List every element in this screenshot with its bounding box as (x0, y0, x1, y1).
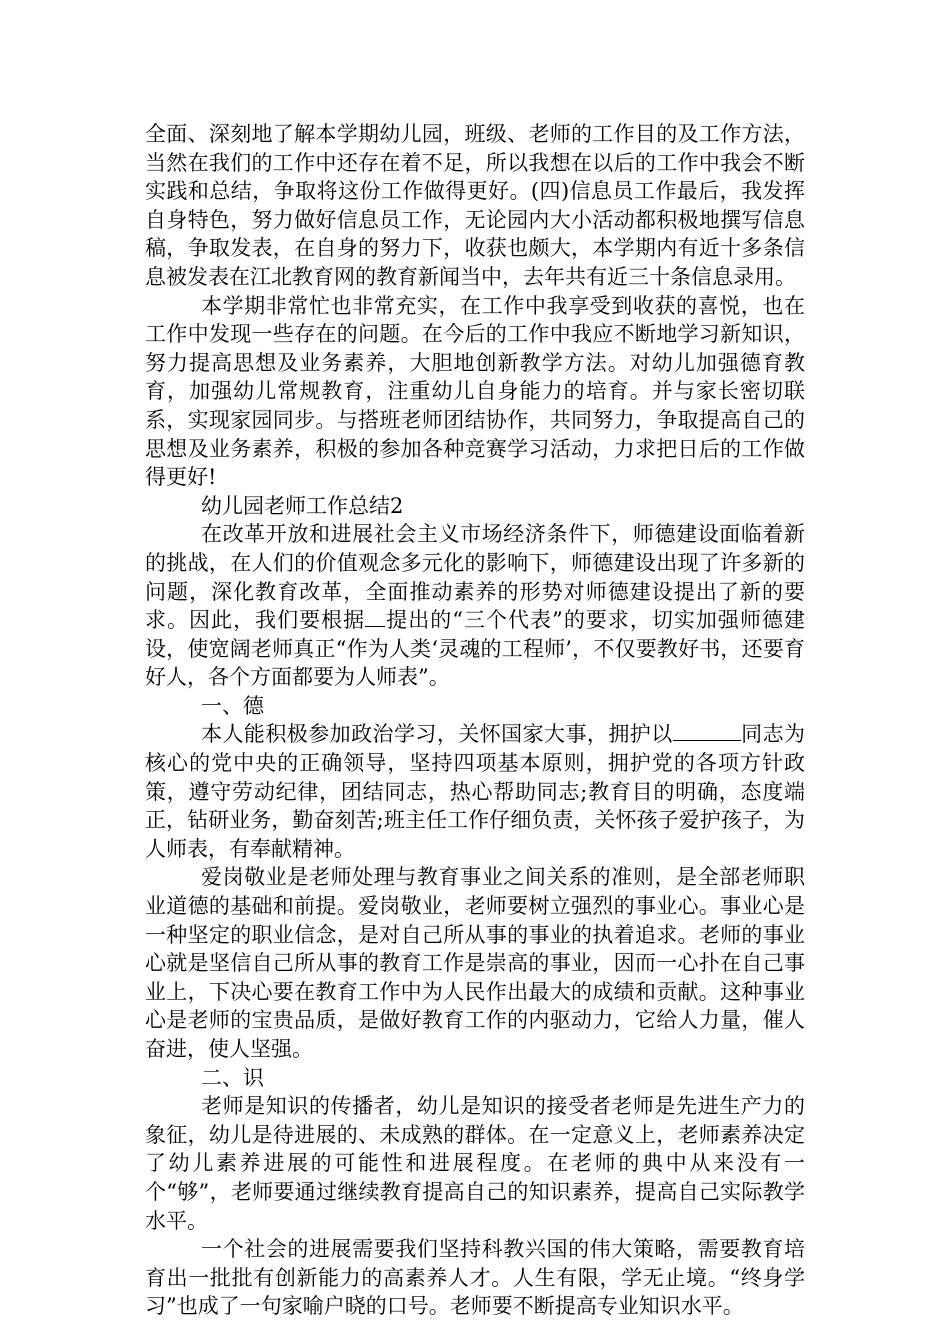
paragraph-ethics-construction-part2: 提出的“三个代表”的要求，切实加强师德建设，使宽阔老师真正“作为人类‘灵魂的工程师’，不仅要教好书，还要育好人，各个方面都要为人师表”。 (145, 608, 805, 690)
paragraph-political-study-part2: 同志为核心的党中央的正确领导，坚持四项基本原则，拥护党的各项方针政策，遵守劳动纪律，团结同志，热心帮助同志;教育目的明确，态度端正，钻研业务，勤奋刻苦;班主任工作仔细负责，关怀孩子爱护孩子，为人师表，有奉献精神。 (145, 722, 806, 861)
paragraph-info-officer: 全面、深刻地了解本学期幼儿园，班级、老师的工作目的及工作方法，当然在我们的工作中还存在着不足，所以我想在以后的工作中我会不断实践和总结，争取将这份工作做得更好。(四)信息员工作最后，我发挥自身特色，努力做好信息员工作，无论园内大小活动都积极地撰写信息稿，争取发表，在自身的努力下，收获也颇大，本学期内有近十多条信息被发表在江北教育网的教育新闻当中，去年共有近三十条信息录用。 (145, 122, 805, 289)
paragraph-political-study-part1: 本人能积极参加政治学习，关怀国家大事，拥护以 (201, 722, 673, 747)
paragraph-semester-reflection: 本学期非常忙也非常充实，在工作中我享受到收获的喜悦，也在工作中发现一些存在的问题。在今后的工作中我应不断地学习新知识，努力提高思想及业务素养，大胆地创新教学方法。对幼儿加强德育教育，加强幼儿常规教育，注重幼儿自身能力的培育。并与家长密切联系，实现家园同步。与搭班老师团结协作，共同努力，争取提高自己的思想及业务素养，积极的参加各种竞赛学习活动，力求把日后的工作做得更好! (145, 293, 805, 490)
paragraph-ethics-construction (145, 520, 805, 692)
blank-underline (365, 608, 385, 627)
paragraph-knowledge-transmitter: 老师是知识的传播者，幼儿是知识的接受者老师是先进生产力的象征，幼儿是待进展的、未成熟的群体。在一定意义上，老师素养决定了幼儿素养进展的可能性和进展程度。在老师的典中从来没有一个“够”，老师要通过继续教育提高自己的知识素养，提高自己实际教学水平。 (145, 1094, 805, 1233)
document-body (145, 120, 805, 1321)
paragraph-political-study (145, 720, 805, 863)
section-heading-virtue: 一、德 (201, 693, 264, 718)
paragraph-dedication: 爱岗敬业是老师处理与教育事业之间关系的准则，是全部老师职业道德的基础和前提。爱岗敬业，老师要树立强烈的事业心。事业心是一种坚定的职业信念，是对自己所从事的事业的执着追求。老师的事业心就是坚信自己所从事的教育工作是崇高的事业，因而一心扑在自己事业上，下决心要在教育工作中为人民作出最大的成绩和贡献。这种事业心是老师的宝贵品质，是做好教育工作的内驱动力，它给人力量，催人奋进，使人坚强。 (145, 865, 805, 1061)
paragraph-lifelong-learning: 一个社会的进展需要我们坚持科教兴国的伟大策略，需要教育培育出一批批有创新能力的高素养人才。人生有限，学无止境。“终身学习”也成了一句家喻户晓的口号。老师要不断提高专业知识水平。 (145, 1237, 805, 1319)
section-heading-knowledge: 二、识 (201, 1065, 264, 1090)
blank-underline (673, 722, 741, 741)
paragraph-ethics-construction-part1: 在改革开放和进展社会主义市场经济条件下，师德建设面临着新的挑战，在人们的价值观念多元化的影响下，师德建设出现了许多新的问题，深化教育改革，全面推动素养的形势对师德建设提出了新的要求。因此，我们要根据 (145, 522, 805, 633)
section-title-summary-2: 幼儿园老师工作总结2 (201, 493, 404, 518)
